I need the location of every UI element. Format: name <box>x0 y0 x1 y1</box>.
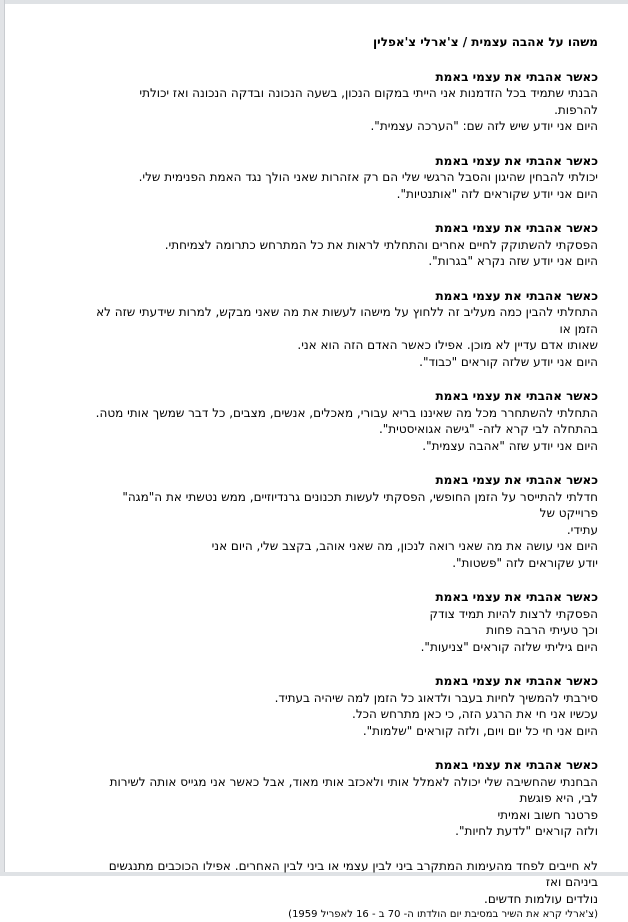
stanza-line: יודע שקוראים לזה "פשטות". <box>93 555 598 572</box>
stanza-refrain: כאשר אהבתי את עצמי באמת <box>93 472 598 489</box>
stanza-line: שאותו אדם עדיין לא מוכן. אפילו כאשר האדם הזה הוא אני. <box>93 337 598 354</box>
poem-stanza <box>93 388 598 454</box>
footnote: (צ'ארלי קרא את השיר במסיבת יום הולדתו ה- 70 ב - 16 לאפריל 1959) <box>93 908 598 922</box>
stanza-line: פרטנר חשוב ואמיתי <box>93 807 598 824</box>
stanza-refrain: כאשר אהבתי את עצמי באמת <box>93 153 598 170</box>
poem-title: משהו על אהבה עצמית / צ'ארלי צ'אפלין <box>93 34 598 51</box>
stanza-line: סירבתי להמשיך לחיות בעבר ולדאוג כל הזמן למה שיהיה בעתיד. <box>93 690 598 707</box>
stanza-line: התחלתי להבין כמה מעליב זה ללחוץ על מישהו לעשות את מה שאני מבקש, למרות שידעתי שזה לא הזמן או <box>93 304 598 337</box>
stanza-line: היום אני יודע שזה "אהבה עצמית". <box>93 438 598 455</box>
stanza-line: וכך טעיתי הרבה פחות <box>93 622 598 639</box>
closing-line: לא חייבים לפחד מהעימות המתקרב ביני לבין עצמי או ביני לבין האחרים. אפילו הכוכבים מתנגשים ביניהם ואז <box>93 858 598 891</box>
document-page <box>93 34 598 922</box>
stanza-line: הבנתי שתמיד בכל הזדמנות אני הייתי במקום הנכון, בשעה הנכונה ובדקה הנכונה ואז יכולתי להרפות. <box>93 85 598 118</box>
stanza-line: יכולתי להבחין שהיגון והסבל הרגשי שלי הם רק אזהרות שאני הולך נגד האמת הפנימית שלי. <box>93 169 598 186</box>
stanza-line: הבחנתי שהחשיבה שלי יכולה לאמלל אותי ולאכזב אותי מאוד, אבל כאשר אני מגייס אותה לשירות לבי, היא פוגשת <box>93 774 598 807</box>
stanza-line: ולזה קוראים "לדעת לחיות". <box>93 823 598 840</box>
stanza-line: עכשיו אני חי את הרגע הזה, כי כאן מתרחש הכל. <box>93 706 598 723</box>
window-top-border <box>0 0 628 4</box>
poem-closing <box>93 858 598 922</box>
poem-stanza <box>93 288 598 371</box>
poem-stanza <box>93 589 598 655</box>
stanza-line: היום אני יודע שקוראים לזה "אותנטיות". <box>93 186 598 203</box>
stanza-refrain: כאשר אהבתי את עצמי באמת <box>93 220 598 237</box>
stanza-line: היום אני יודע שזה נקרא "בגרות". <box>93 253 598 270</box>
stanza-line: הפסקתי להשתוקק לחיים אחרים והתחלתי לראות את כל המתרחש כתרומה לצמיחתי. <box>93 237 598 254</box>
stanza-refrain: כאשר אהבתי את עצמי באמת <box>93 69 598 86</box>
stanza-line: חדלתי להתייסר על הזמן החופשי, הפסקתי לעשות תכנונים גרנדיוזיים, ממש נטשתי את ה"מגה" פרוייקט של <box>93 489 598 522</box>
poem-stanza <box>93 673 598 739</box>
poem-stanza <box>93 153 598 203</box>
stanza-line: היום אני יודע שלזה קוראים "כבוד". <box>93 354 598 371</box>
stanza-refrain: כאשר אהבתי את עצמי באמת <box>93 673 598 690</box>
poem-stanza <box>93 220 598 270</box>
stanza-line: היום אני חי כל יום ויום, ולזה קוראים "שלמות". <box>93 723 598 740</box>
poem-stanza <box>93 757 598 840</box>
stanza-refrain: כאשר אהבתי את עצמי באמת <box>93 589 598 606</box>
poem-stanza <box>93 69 598 135</box>
stanza-line: עתידי. <box>93 522 598 539</box>
window-left-border <box>0 0 5 876</box>
stanza-refrain: כאשר אהבתי את עצמי באמת <box>93 388 598 405</box>
poem-stanzas <box>93 69 598 840</box>
stanza-line: בהתחלה לבי קרא לזה- "גישה אגואיסטית". <box>93 421 598 438</box>
stanza-line: היום אני עושה את מה שאני רואה לנכון, מה שאני אוהב, בקצב שלי, היום אני <box>93 538 598 555</box>
stanza-line: הפסקתי לרצות להיות תמיד צודק <box>93 606 598 623</box>
stanza-refrain: כאשר אהבתי את עצמי באמת <box>93 288 598 305</box>
stanza-line: התחלתי להשתחרר מכל מה שאיננו בריא עבורי, מאכלים, אנשים, מצבים, כל דבר שמשך אותי מטה. <box>93 405 598 422</box>
poem-stanza <box>93 472 598 571</box>
closing-line: נולדים עולמות חדשים. <box>93 891 598 908</box>
stanza-line: היום גיליתי שלזה קוראים "צניעות". <box>93 639 598 656</box>
stanza-line: היום אני יודע שיש לזה שם: "הערכה עצמית". <box>93 118 598 135</box>
stanza-refrain: כאשר אהבתי את עצמי באמת <box>93 757 598 774</box>
